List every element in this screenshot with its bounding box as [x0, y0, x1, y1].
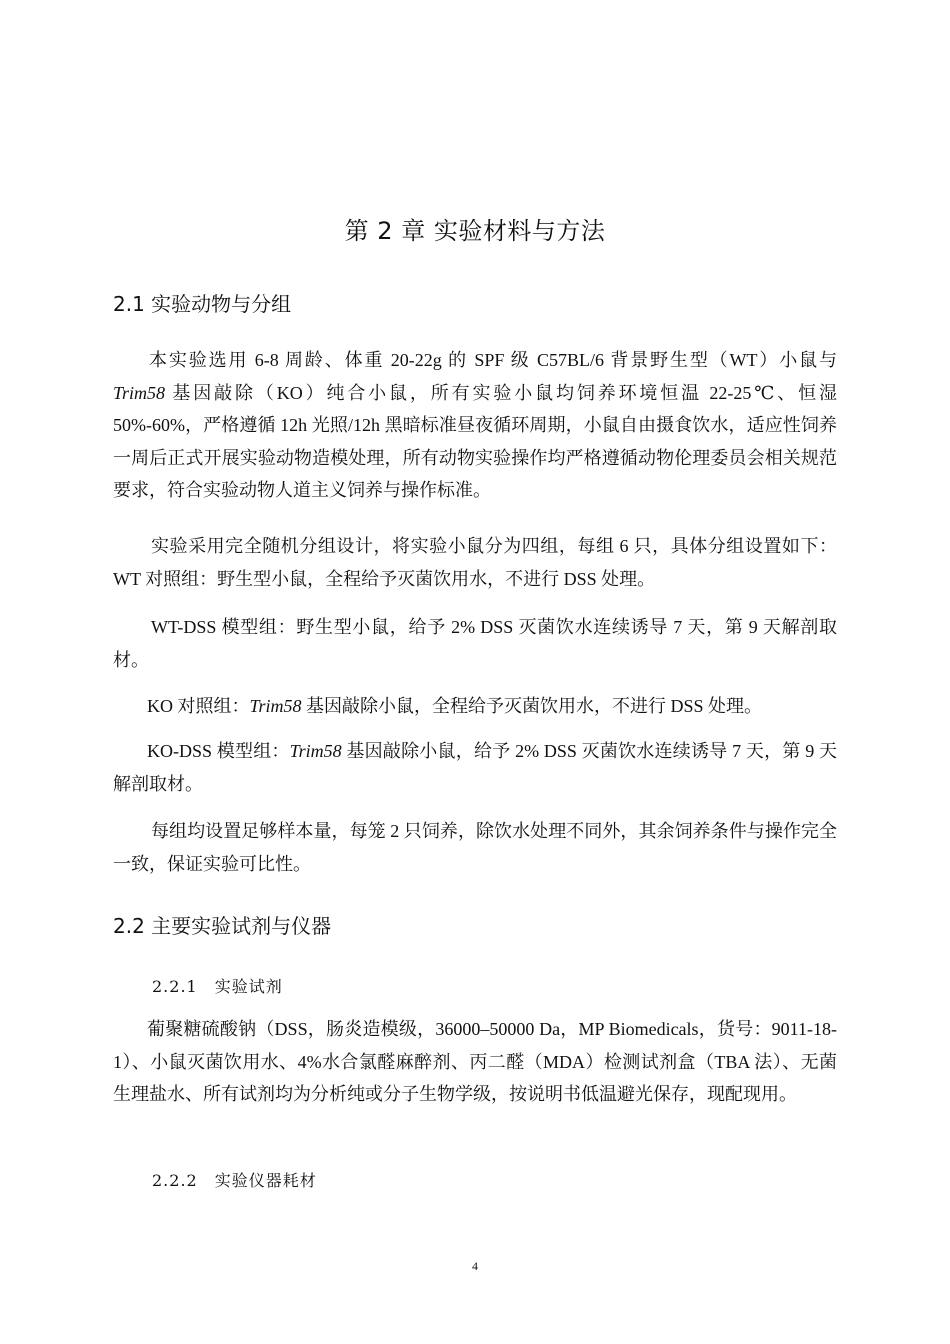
- paragraph-animals: 本实验选用 6-8 周龄、体重 20-22g 的 SPF 级 C57BL/6 背景野生型（WT）小鼠与 Trim58 基因敲除（KO）纯合小鼠，所有实验小鼠均饲养环境恒温 22-25℃、恒湿 50%-60%，严格遵循 12h 光照/12h 黑暗标准昼夜循环周期，小鼠自由摄食饮水，适应性饲养一周后正式开展实验动物造模处理，所有动物实验操作均严格遵循动物伦理委员会相关规范要求，符合实验动物人道主义饲养与操作标准。: [113, 350, 837, 500]
- paragraph-wt-dss: WT-DSS 模型组：野生型小鼠，给予 2% DSS 灭菌饮水连续诱导 7 天，第 9 天解剖取材。: [113, 617, 837, 670]
- subsection-heading-2-2-2: 2.2.2 实验仪器耗材: [152, 1171, 317, 1190]
- gene-name: Trim58: [289, 741, 342, 761]
- section-heading-2-1: 2.1 实验动物与分组: [113, 292, 292, 316]
- paragraph-ko-dss: KO-DSS 模型组：Trim58 基因敲除小鼠，给予 2% DSS 灭菌饮水连续诱导 7 天，第 9 天解剖取材。: [113, 741, 837, 794]
- section-heading-2-2: 2.2 主要实验试剂与仪器: [113, 914, 332, 938]
- paragraph-reagents: 葡聚糖硫酸钠（DSS，肠炎造模级，36000–50000 Da，MP Biomedicals，货号：9011-18-1）、小鼠灭菌饮用水、4%水合氯醛麻醉剂、丙二醛（MDA）检测试剂盒（TBA 法）、无菌生理盐水、所有试剂均为分析纯或分子生物学级，按说明书低温避光保存，现配现用。: [113, 1019, 837, 1104]
- gene-name: Trim58: [113, 382, 166, 403]
- paragraph-ko-control: KO 对照组：Trim58 基因敲除小鼠，全程给予灭菌饮用水，不进行 DSS 处理。: [147, 696, 763, 716]
- gene-name: Trim58: [249, 696, 302, 716]
- page-number: 4: [472, 1259, 478, 1273]
- subsection-heading-2-2-1: 2.2.1 实验试剂: [152, 977, 283, 996]
- paragraph-grouping: 实验采用完全随机分组设计，将实验小鼠分为四组，每组 6 只，具体分组设置如下：WT 对照组：野生型小鼠，全程给予灭菌饮用水，不进行 DSS 处理。: [113, 536, 837, 589]
- chapter-title: 第 2 章 实验材料与方法: [344, 217, 606, 245]
- paragraph-sample-size: 每组均设置足够样本量，每笼 2 只饲养，除饮水处理不同外，其余饲养条件与操作完全一致，保证实验可比性。: [113, 821, 837, 874]
